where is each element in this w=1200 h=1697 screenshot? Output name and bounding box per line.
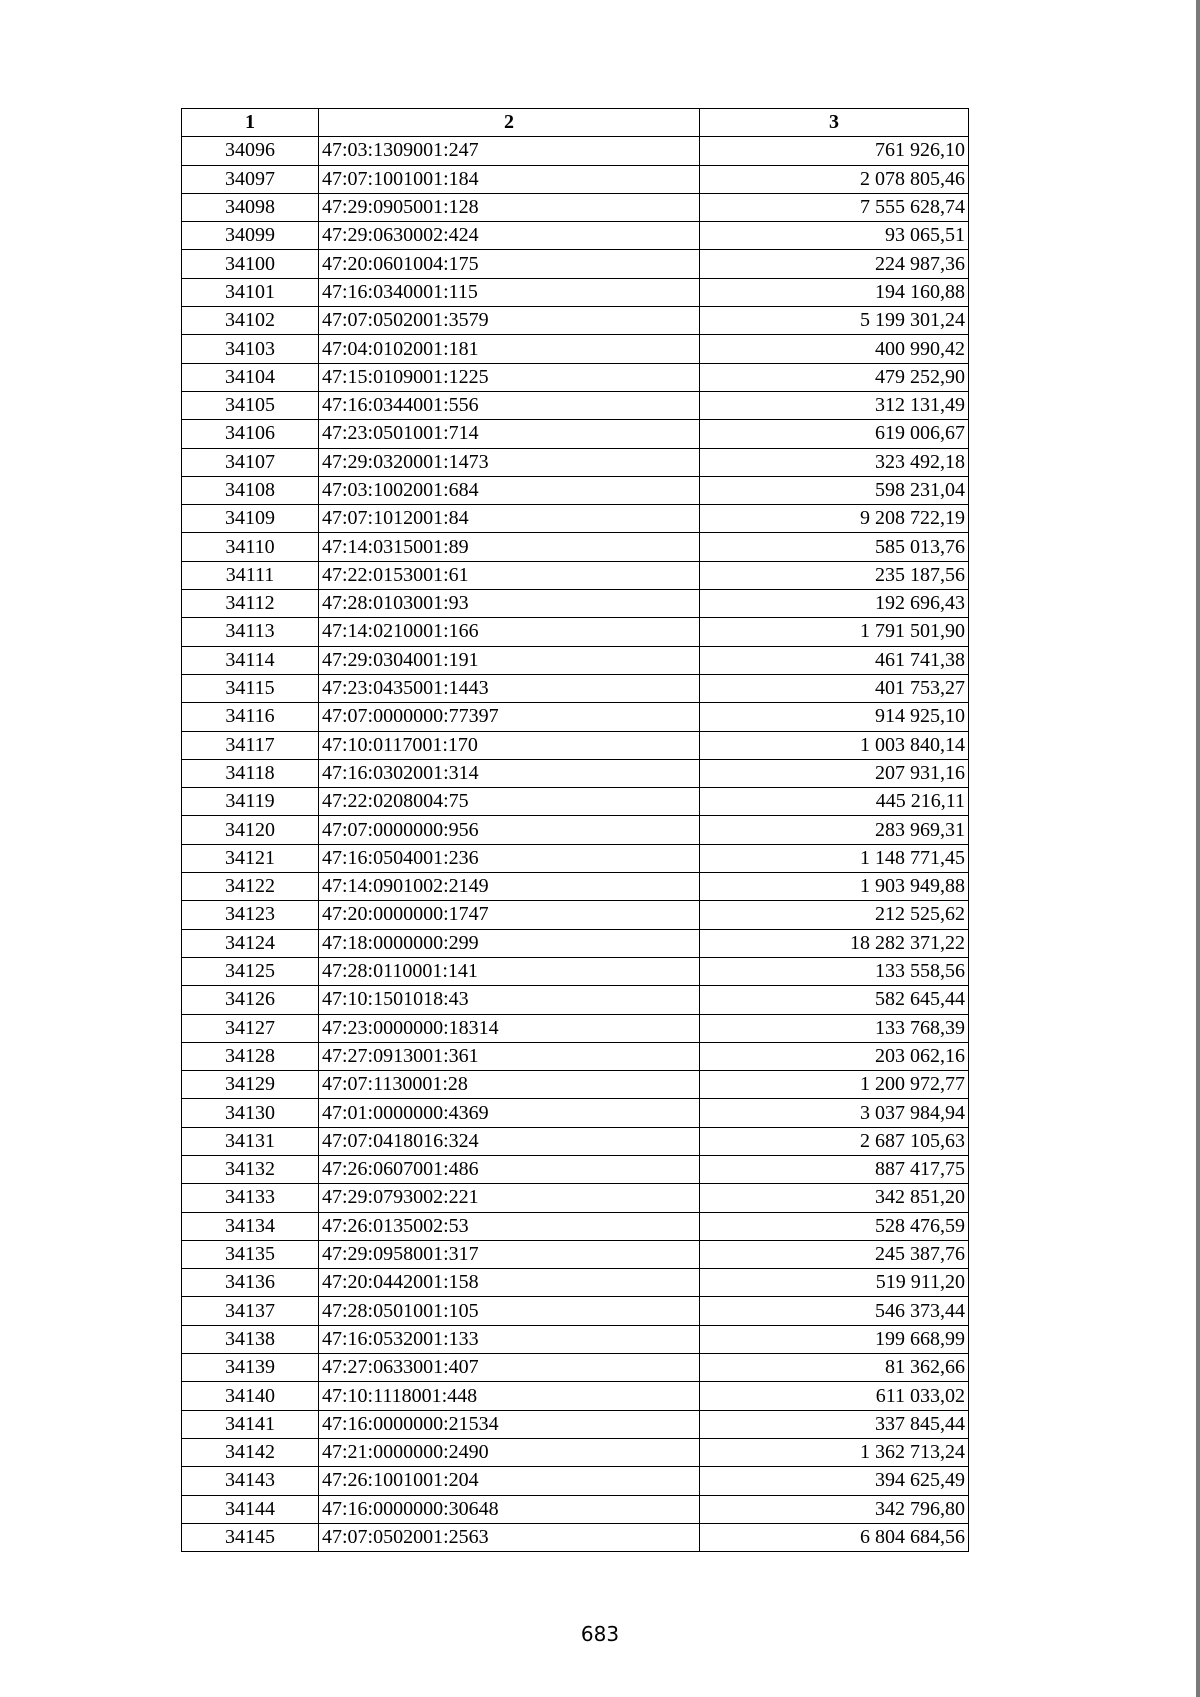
table-row xyxy=(182,1523,969,1551)
table-row xyxy=(182,1099,969,1127)
cadastral-number-cell: 47:23:0501001:714 xyxy=(319,420,700,448)
cadastral-number-cell: 47:07:0502001:2563 xyxy=(319,1523,700,1551)
table-row xyxy=(182,1127,969,1155)
value-cell: 133 768,39 xyxy=(700,1014,969,1042)
value-cell: 400 990,42 xyxy=(700,335,969,363)
value-cell: 7 555 628,74 xyxy=(700,193,969,221)
cadastral-number-cell: 47:16:0344001:556 xyxy=(319,391,700,419)
cadastral-number-cell: 47:04:0102001:181 xyxy=(319,335,700,363)
value-cell: 235 187,56 xyxy=(700,561,969,589)
row-number-cell: 34103 xyxy=(182,335,319,363)
cadastral-number-cell: 47:22:0153001:61 xyxy=(319,561,700,589)
table-row xyxy=(182,1071,969,1099)
row-number-cell: 34123 xyxy=(182,901,319,929)
table-row xyxy=(182,137,969,165)
cadastral-number-cell: 47:28:0103001:93 xyxy=(319,590,700,618)
row-number-cell: 34138 xyxy=(182,1325,319,1353)
row-number-cell: 34110 xyxy=(182,533,319,561)
row-number-cell: 34128 xyxy=(182,1042,319,1070)
table-row xyxy=(182,561,969,589)
row-number-cell: 34109 xyxy=(182,505,319,533)
row-number-cell: 34121 xyxy=(182,844,319,872)
table-row xyxy=(182,278,969,306)
table-row xyxy=(182,1042,969,1070)
table-row xyxy=(182,873,969,901)
cadastral-number-cell: 47:03:1309001:247 xyxy=(319,137,700,165)
table-row xyxy=(182,193,969,221)
cadastral-number-cell: 47:14:0210001:166 xyxy=(319,618,700,646)
cadastral-number-cell: 47:14:0315001:89 xyxy=(319,533,700,561)
value-cell: 479 252,90 xyxy=(700,363,969,391)
value-cell: 1 200 972,77 xyxy=(700,1071,969,1099)
table-row xyxy=(182,844,969,872)
cadastral-number-cell: 47:16:0302001:314 xyxy=(319,759,700,787)
cadastral-number-cell: 47:07:0000000:956 xyxy=(319,816,700,844)
value-cell: 1 148 771,45 xyxy=(700,844,969,872)
table-row xyxy=(182,703,969,731)
table-row xyxy=(182,1297,969,1325)
row-number-cell: 34131 xyxy=(182,1127,319,1155)
table-row xyxy=(182,1184,969,1212)
cadastral-number-cell: 47:29:0630002:424 xyxy=(319,222,700,250)
header-row xyxy=(182,109,969,137)
row-number-cell: 34119 xyxy=(182,788,319,816)
column-header-2: 2 xyxy=(319,109,700,137)
row-number-cell: 34106 xyxy=(182,420,319,448)
row-number-cell: 34115 xyxy=(182,674,319,702)
cadastral-number-cell: 47:16:0504001:236 xyxy=(319,844,700,872)
cadastral-number-cell: 47:18:0000000:299 xyxy=(319,929,700,957)
table-row xyxy=(182,986,969,1014)
table-row xyxy=(182,505,969,533)
table-row xyxy=(182,165,969,193)
row-number-cell: 34132 xyxy=(182,1155,319,1183)
value-cell: 519 911,20 xyxy=(700,1269,969,1297)
row-number-cell: 34133 xyxy=(182,1184,319,1212)
row-number-cell: 34096 xyxy=(182,137,319,165)
row-number-cell: 34102 xyxy=(182,307,319,335)
value-cell: 582 645,44 xyxy=(700,986,969,1014)
table-row xyxy=(182,1410,969,1438)
data-table xyxy=(181,108,969,1552)
value-cell: 2 078 805,46 xyxy=(700,165,969,193)
cadastral-number-cell: 47:07:1130001:28 xyxy=(319,1071,700,1099)
row-number-cell: 34100 xyxy=(182,250,319,278)
table-row xyxy=(182,476,969,504)
table-row xyxy=(182,1269,969,1297)
cadastral-number-cell: 47:26:0135002:53 xyxy=(319,1212,700,1240)
table-row xyxy=(182,363,969,391)
value-cell: 207 931,16 xyxy=(700,759,969,787)
table-row xyxy=(182,1212,969,1240)
cadastral-number-cell: 47:23:0435001:1443 xyxy=(319,674,700,702)
row-number-cell: 34101 xyxy=(182,278,319,306)
table-row xyxy=(182,1155,969,1183)
value-cell: 283 969,31 xyxy=(700,816,969,844)
table-row xyxy=(182,929,969,957)
value-cell: 245 387,76 xyxy=(700,1240,969,1268)
cadastral-number-cell: 47:10:1501018:43 xyxy=(319,986,700,1014)
table-row xyxy=(182,533,969,561)
value-cell: 342 851,20 xyxy=(700,1184,969,1212)
row-number-cell: 34105 xyxy=(182,391,319,419)
value-cell: 598 231,04 xyxy=(700,476,969,504)
table-row xyxy=(182,1354,969,1382)
cadastral-number-cell: 47:07:1012001:84 xyxy=(319,505,700,533)
table-row xyxy=(182,335,969,363)
value-cell: 461 741,38 xyxy=(700,646,969,674)
cadastral-number-cell: 47:07:0502001:3579 xyxy=(319,307,700,335)
row-number-cell: 34143 xyxy=(182,1467,319,1495)
row-number-cell: 34099 xyxy=(182,222,319,250)
value-cell: 619 006,67 xyxy=(700,420,969,448)
cadastral-number-cell: 47:16:0000000:30648 xyxy=(319,1495,700,1523)
row-number-cell: 34114 xyxy=(182,646,319,674)
table-row xyxy=(182,1325,969,1353)
value-cell: 445 216,11 xyxy=(700,788,969,816)
row-number-cell: 34130 xyxy=(182,1099,319,1127)
table-row xyxy=(182,1014,969,1042)
table-row xyxy=(182,674,969,702)
row-number-cell: 34127 xyxy=(182,1014,319,1042)
row-number-cell: 34134 xyxy=(182,1212,319,1240)
value-cell: 611 033,02 xyxy=(700,1382,969,1410)
value-cell: 1 903 949,88 xyxy=(700,873,969,901)
table-row xyxy=(182,901,969,929)
cadastral-number-cell: 47:29:0905001:128 xyxy=(319,193,700,221)
value-cell: 401 753,27 xyxy=(700,674,969,702)
value-cell: 887 417,75 xyxy=(700,1155,969,1183)
table-row xyxy=(182,222,969,250)
table-row xyxy=(182,731,969,759)
row-number-cell: 34107 xyxy=(182,448,319,476)
cadastral-number-cell: 47:07:1001001:184 xyxy=(319,165,700,193)
row-number-cell: 34136 xyxy=(182,1269,319,1297)
row-number-cell: 34124 xyxy=(182,929,319,957)
row-number-cell: 34145 xyxy=(182,1523,319,1551)
row-number-cell: 34113 xyxy=(182,618,319,646)
value-cell: 1 003 840,14 xyxy=(700,731,969,759)
table-row xyxy=(182,391,969,419)
row-number-cell: 34108 xyxy=(182,476,319,504)
table-row xyxy=(182,618,969,646)
cadastral-number-cell: 47:20:0442001:158 xyxy=(319,1269,700,1297)
table-row xyxy=(182,788,969,816)
column-header-3: 3 xyxy=(700,109,969,137)
row-number-cell: 34135 xyxy=(182,1240,319,1268)
row-number-cell: 34097 xyxy=(182,165,319,193)
table-row xyxy=(182,1240,969,1268)
table-row xyxy=(182,590,969,618)
value-cell: 585 013,76 xyxy=(700,533,969,561)
cadastral-number-cell: 47:26:0607001:486 xyxy=(319,1155,700,1183)
value-cell: 194 160,88 xyxy=(700,278,969,306)
value-cell: 528 476,59 xyxy=(700,1212,969,1240)
cadastral-number-cell: 47:29:0958001:317 xyxy=(319,1240,700,1268)
value-cell: 203 062,16 xyxy=(700,1042,969,1070)
value-cell: 224 987,36 xyxy=(700,250,969,278)
cadastral-number-cell: 47:14:0901002:2149 xyxy=(319,873,700,901)
table-row xyxy=(182,1382,969,1410)
table-row xyxy=(182,307,969,335)
table-body xyxy=(182,137,969,1552)
value-cell: 914 925,10 xyxy=(700,703,969,731)
value-cell: 394 625,49 xyxy=(700,1467,969,1495)
value-cell: 93 065,51 xyxy=(700,222,969,250)
cadastral-number-cell: 47:26:1001001:204 xyxy=(319,1467,700,1495)
table-row xyxy=(182,816,969,844)
table-row xyxy=(182,646,969,674)
value-cell: 18 282 371,22 xyxy=(700,929,969,957)
cadastral-number-cell: 47:27:0633001:407 xyxy=(319,1354,700,1382)
row-number-cell: 34144 xyxy=(182,1495,319,1523)
value-cell: 337 845,44 xyxy=(700,1410,969,1438)
value-cell: 2 687 105,63 xyxy=(700,1127,969,1155)
row-number-cell: 34122 xyxy=(182,873,319,901)
cadastral-number-cell: 47:03:1002001:684 xyxy=(319,476,700,504)
cadastral-number-cell: 47:16:0000000:21534 xyxy=(319,1410,700,1438)
page-edge-divider xyxy=(1196,0,1200,1697)
value-cell: 761 926,10 xyxy=(700,137,969,165)
cadastral-number-cell: 47:07:0000000:77397 xyxy=(319,703,700,731)
table-row xyxy=(182,1438,969,1466)
cadastral-number-cell: 47:15:0109001:1225 xyxy=(319,363,700,391)
value-cell: 212 525,62 xyxy=(700,901,969,929)
value-cell: 342 796,80 xyxy=(700,1495,969,1523)
cadastral-number-cell: 47:28:0110001:141 xyxy=(319,957,700,985)
table-row xyxy=(182,250,969,278)
value-cell: 81 362,66 xyxy=(700,1354,969,1382)
cadastral-number-cell: 47:21:0000000:2490 xyxy=(319,1438,700,1466)
row-number-cell: 34137 xyxy=(182,1297,319,1325)
cadastral-number-cell: 47:10:1118001:448 xyxy=(319,1382,700,1410)
row-number-cell: 34120 xyxy=(182,816,319,844)
cadastral-number-cell: 47:29:0304001:191 xyxy=(319,646,700,674)
row-number-cell: 34139 xyxy=(182,1354,319,1382)
row-number-cell: 34098 xyxy=(182,193,319,221)
table-row xyxy=(182,759,969,787)
table-row xyxy=(182,957,969,985)
cadastral-number-cell: 47:22:0208004:75 xyxy=(319,788,700,816)
row-number-cell: 34140 xyxy=(182,1382,319,1410)
value-cell: 192 696,43 xyxy=(700,590,969,618)
row-number-cell: 34125 xyxy=(182,957,319,985)
cadastral-number-cell: 47:10:0117001:170 xyxy=(319,731,700,759)
value-cell: 3 037 984,94 xyxy=(700,1099,969,1127)
table-row xyxy=(182,448,969,476)
value-cell: 6 804 684,56 xyxy=(700,1523,969,1551)
cadastral-number-cell: 47:20:0601004:175 xyxy=(319,250,700,278)
value-cell: 9 208 722,19 xyxy=(700,505,969,533)
cadastral-number-cell: 47:23:0000000:18314 xyxy=(319,1014,700,1042)
value-cell: 546 373,44 xyxy=(700,1297,969,1325)
cadastral-number-cell: 47:07:0418016:324 xyxy=(319,1127,700,1155)
value-cell: 199 668,99 xyxy=(700,1325,969,1353)
row-number-cell: 34129 xyxy=(182,1071,319,1099)
row-number-cell: 34118 xyxy=(182,759,319,787)
table-header xyxy=(182,109,969,137)
table-row xyxy=(182,1467,969,1495)
row-number-cell: 34111 xyxy=(182,561,319,589)
cadastral-number-cell: 47:16:0532001:133 xyxy=(319,1325,700,1353)
cadastral-number-cell: 47:16:0340001:115 xyxy=(319,278,700,306)
row-number-cell: 34141 xyxy=(182,1410,319,1438)
cadastral-number-cell: 47:29:0793002:221 xyxy=(319,1184,700,1212)
value-cell: 133 558,56 xyxy=(700,957,969,985)
cadastral-number-cell: 47:29:0320001:1473 xyxy=(319,448,700,476)
value-cell: 1 791 501,90 xyxy=(700,618,969,646)
row-number-cell: 34116 xyxy=(182,703,319,731)
cadastral-number-cell: 47:27:0913001:361 xyxy=(319,1042,700,1070)
row-number-cell: 34104 xyxy=(182,363,319,391)
value-cell: 1 362 713,24 xyxy=(700,1438,969,1466)
value-cell: 5 199 301,24 xyxy=(700,307,969,335)
table-row xyxy=(182,1495,969,1523)
table-row xyxy=(182,420,969,448)
cadastral-number-cell: 47:20:0000000:1747 xyxy=(319,901,700,929)
value-cell: 323 492,18 xyxy=(700,448,969,476)
row-number-cell: 34117 xyxy=(182,731,319,759)
row-number-cell: 34112 xyxy=(182,590,319,618)
page-number: 683 xyxy=(580,1622,620,1646)
row-number-cell: 34126 xyxy=(182,986,319,1014)
column-header-1: 1 xyxy=(182,109,319,137)
cadastral-number-cell: 47:28:0501001:105 xyxy=(319,1297,700,1325)
value-cell: 312 131,49 xyxy=(700,391,969,419)
row-number-cell: 34142 xyxy=(182,1438,319,1466)
cadastral-number-cell: 47:01:0000000:4369 xyxy=(319,1099,700,1127)
